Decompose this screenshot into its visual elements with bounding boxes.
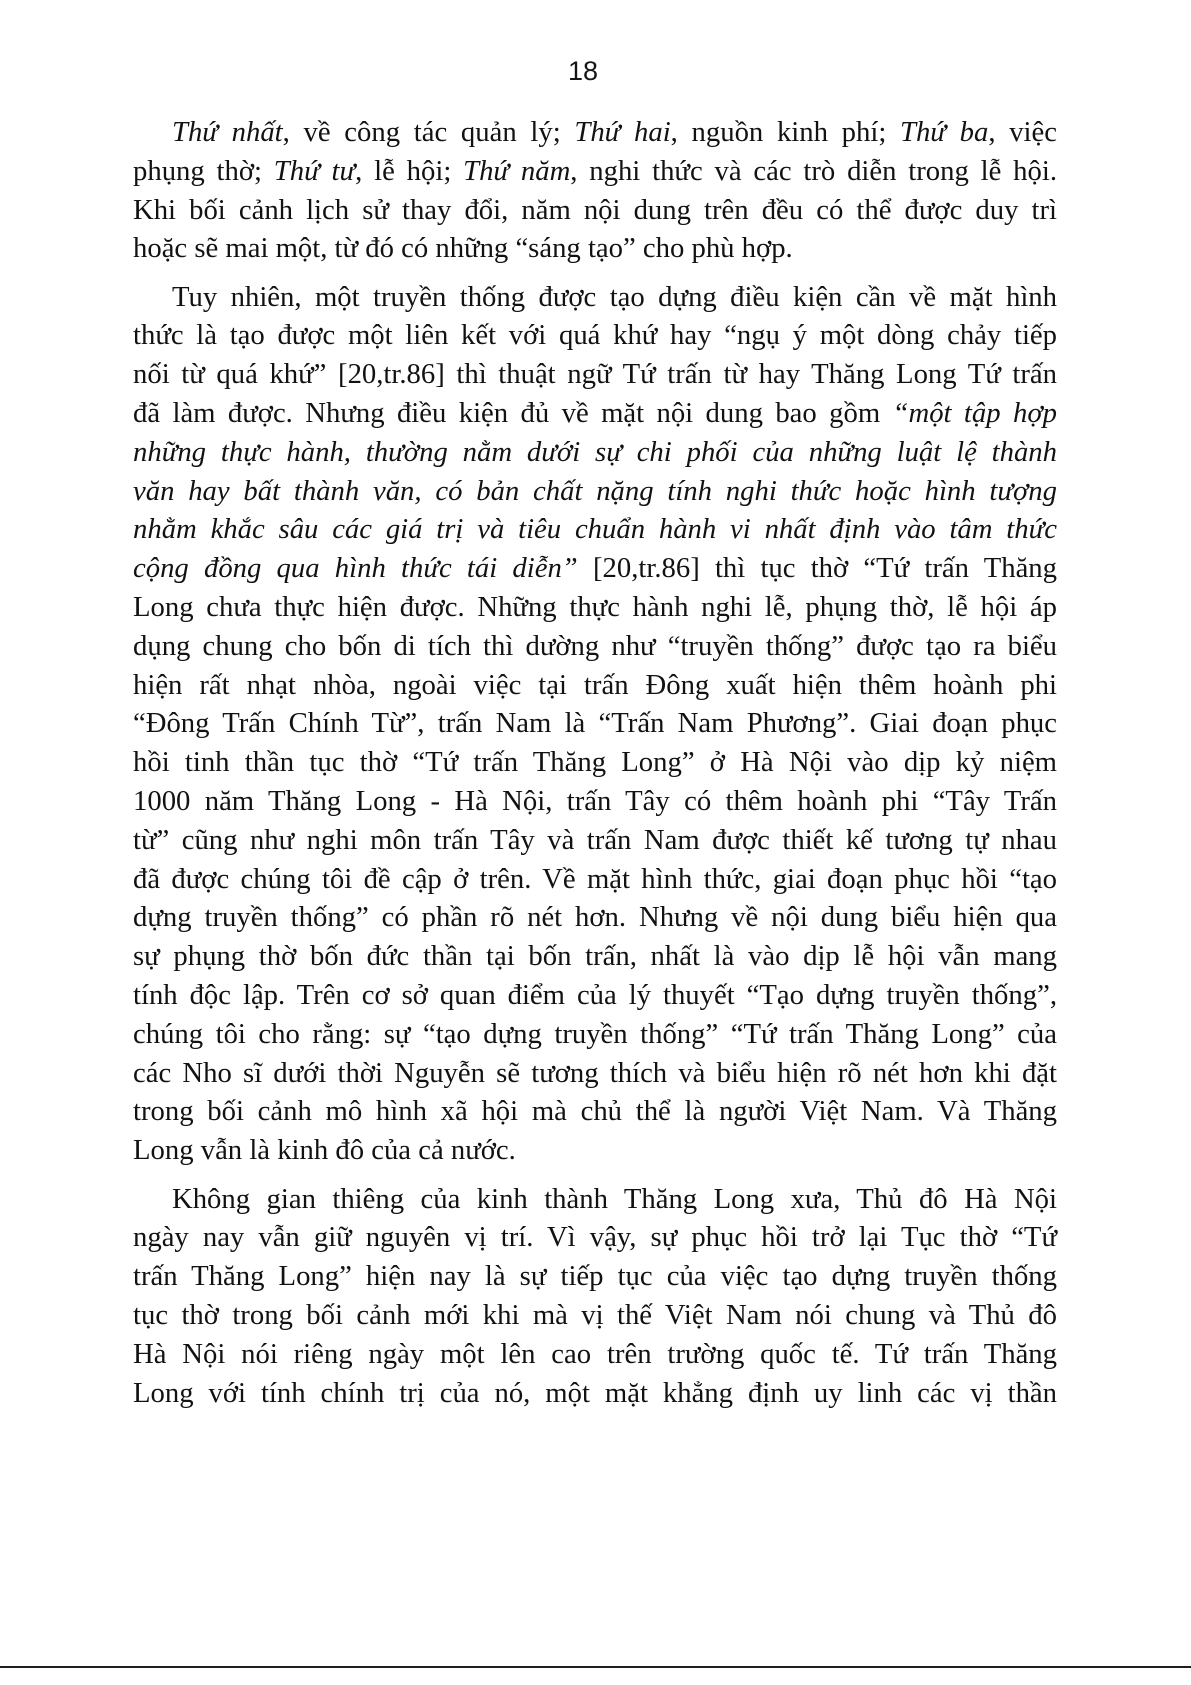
text-line xyxy=(133,1131,1057,1170)
text-run: từ” cũng như nghi môn trấn Tây và trấn Nam được thiết kế tương tự nhau xyxy=(133,823,1057,856)
text-run: Không gian thiêng của kinh thành Thăng Long xưa, Thủ đô Hà Nội xyxy=(172,1182,1057,1215)
text-run: hồi tinh thần tục thờ “Tứ trấn Thăng Long” ở Hà Nội vào dịp kỷ niệm xyxy=(133,746,1057,779)
text-run: hiện rất nhạt nhòa, ngoài việc tại trấn Đông xuất hiện thêm hoành phi xyxy=(133,668,1057,701)
text-run: tục thờ trong bối cảnh mới khi mà vị thế Việt Nam nói chung và Thủ đô xyxy=(133,1298,1057,1331)
text-line xyxy=(133,782,1057,821)
text-run: đã làm được. Nhưng điều kiện đủ về mặt nội dung bao gồm xyxy=(133,397,893,430)
text-line xyxy=(133,394,1057,433)
paragraph xyxy=(133,113,1057,268)
text-line xyxy=(133,627,1057,666)
text-run: các Nho sĩ dưới thời Nguyễn sẽ tương thích và biểu hiện rõ nét hơn khi đặt xyxy=(133,1056,1057,1089)
body-text xyxy=(133,113,1057,1422)
text-run: , việc xyxy=(988,116,1057,148)
text-line xyxy=(133,1335,1057,1374)
text-run: , lễ hội; xyxy=(355,154,464,187)
text-run: “Đông Trấn Chính Từ”, trấn Nam là “Trấn Nam Phương”. Giai đoạn phục xyxy=(133,707,1057,740)
text-run: thức là tạo được một liên kết với quá khứ hay “ngụ ý một dòng chảy tiếp xyxy=(133,319,1057,352)
text-line xyxy=(133,355,1057,394)
text-line xyxy=(133,278,1057,317)
text-line xyxy=(133,472,1057,511)
text-run: Long với tính chính trị của nó, một mặt khẳng định uy linh các vị thần xyxy=(133,1376,1057,1409)
italic-text-run: “một tập hợp xyxy=(892,397,1057,430)
text-line xyxy=(133,588,1057,627)
text-run: chúng tôi cho rằng: sự “tạo dựng truyền thống” “Tứ trấn Thăng Long” của xyxy=(133,1017,1057,1050)
text-run: sự phụng thờ bốn đức thần tại bốn trấn, nhất là vào dịp lễ hội vẫn mang xyxy=(133,940,1057,973)
italic-text-run: Thứ hai xyxy=(574,116,671,148)
text-run: trấn Thăng Long” hiện nay là sự tiếp tục của việc tạo dựng truyền thống xyxy=(133,1260,1057,1293)
page-edge-line xyxy=(0,1666,1191,1668)
text-run: phụng thờ; xyxy=(133,154,274,187)
text-line xyxy=(133,1296,1057,1335)
text-run: Khi bối cảnh lịch sử thay đổi, năm nội dung trên đều có thể được duy trì xyxy=(133,193,1057,226)
paragraph xyxy=(133,278,1057,1170)
italic-text-run: Thứ ba xyxy=(900,116,989,148)
text-run: nối từ quá khứ” [20,tr.86] thì thuật ngữ Tứ trấn từ hay Thăng Long Tứ trấn xyxy=(133,358,1057,391)
text-line xyxy=(133,743,1057,782)
text-line xyxy=(133,113,1057,152)
text-run: dựng truyền thống” có phần rõ nét hơn. Nhưng về nội dung biểu hiện qua xyxy=(133,901,1057,934)
text-run: , nghi thức và các trò diễn trong lễ hội. xyxy=(570,154,1057,187)
text-line xyxy=(133,433,1057,472)
text-run: Long vẫn là kinh đô của cả nước. xyxy=(133,1134,516,1167)
text-run: 1000 năm Thăng Long - Hà Nội, trấn Tây có thêm hoành phi “Tây Trấn xyxy=(133,785,1057,818)
text-line xyxy=(133,191,1057,230)
italic-text-run: cộng đồng qua hình thức tái diễn” xyxy=(133,552,578,585)
text-run: [20,tr.86] thì tục thờ “Tứ trấn Thăng xyxy=(577,552,1057,585)
text-run: Long chưa thực hiện được. Những thực hành nghi lễ, phụng thờ, lễ hội áp xyxy=(133,591,1057,624)
text-line xyxy=(133,821,1057,860)
text-run: , nguồn kinh phí; xyxy=(670,116,900,148)
text-run: hoặc sẽ mai một, từ đó có những “sáng tạo” cho phù hợp. xyxy=(133,232,793,265)
italic-text-run: nhằm khắc sâu các giá trị và tiêu chuẩn hành vi nhất định vào tâm thức xyxy=(133,513,1057,546)
text-line xyxy=(133,1180,1057,1219)
text-line xyxy=(133,976,1057,1015)
page-number: 18 xyxy=(567,56,599,86)
text-line xyxy=(133,898,1057,937)
text-line xyxy=(133,704,1057,743)
text-line xyxy=(133,1257,1057,1296)
text-run: trong bối cảnh mô hình xã hội mà chủ thể là người Việt Nam. Và Thăng xyxy=(133,1095,1057,1128)
text-line xyxy=(133,1092,1057,1131)
text-line xyxy=(133,937,1057,976)
italic-text-run: Thứ năm xyxy=(463,154,571,187)
text-line xyxy=(133,666,1057,705)
italic-text-run: văn hay bất thành văn, có bản chất nặng tính nghi thức hoặc hình tượng xyxy=(133,474,1057,507)
text-run: dụng chung cho bốn di tích thì dường như “truyền thống” được tạo ra biểu xyxy=(133,629,1057,662)
text-line xyxy=(133,510,1057,549)
text-run: , về công tác quản lý; xyxy=(282,116,575,148)
italic-text-run: Thứ nhất xyxy=(172,116,283,148)
text-line xyxy=(133,549,1057,588)
text-line xyxy=(133,1218,1057,1257)
text-run: ngày nay vẫn giữ nguyên vị trí. Vì vậy, sự phục hồi trở lại Tục thờ “Tứ xyxy=(133,1221,1057,1254)
text-line xyxy=(133,860,1057,899)
text-line xyxy=(133,1054,1057,1093)
text-run: đã được chúng tôi đề cập ở trên. Về mặt hình thức, giai đoạn phục hồi “tạo xyxy=(133,862,1057,895)
text-line xyxy=(133,1015,1057,1054)
text-run: tính độc lập. Trên cơ sở quan điểm của lý thuyết “Tạo dựng truyền thống”, xyxy=(133,979,1057,1012)
italic-text-run: Thứ tư xyxy=(273,154,356,187)
text-run: Hà Nội nói riêng ngày một lên cao trên trường quốc tế. Tứ trấn Thăng xyxy=(133,1337,1057,1370)
text-line xyxy=(133,152,1057,191)
paragraph xyxy=(133,1180,1057,1413)
text-line xyxy=(133,229,1057,268)
text-line xyxy=(133,316,1057,355)
italic-text-run: những thực hành, thường nằm dưới sự chi phối của những luật lệ thành xyxy=(133,435,1057,468)
text-line xyxy=(133,1374,1057,1413)
text-run: Tuy nhiên, một truyền thống được tạo dựng điều kiện cần về mặt hình xyxy=(172,280,1057,313)
